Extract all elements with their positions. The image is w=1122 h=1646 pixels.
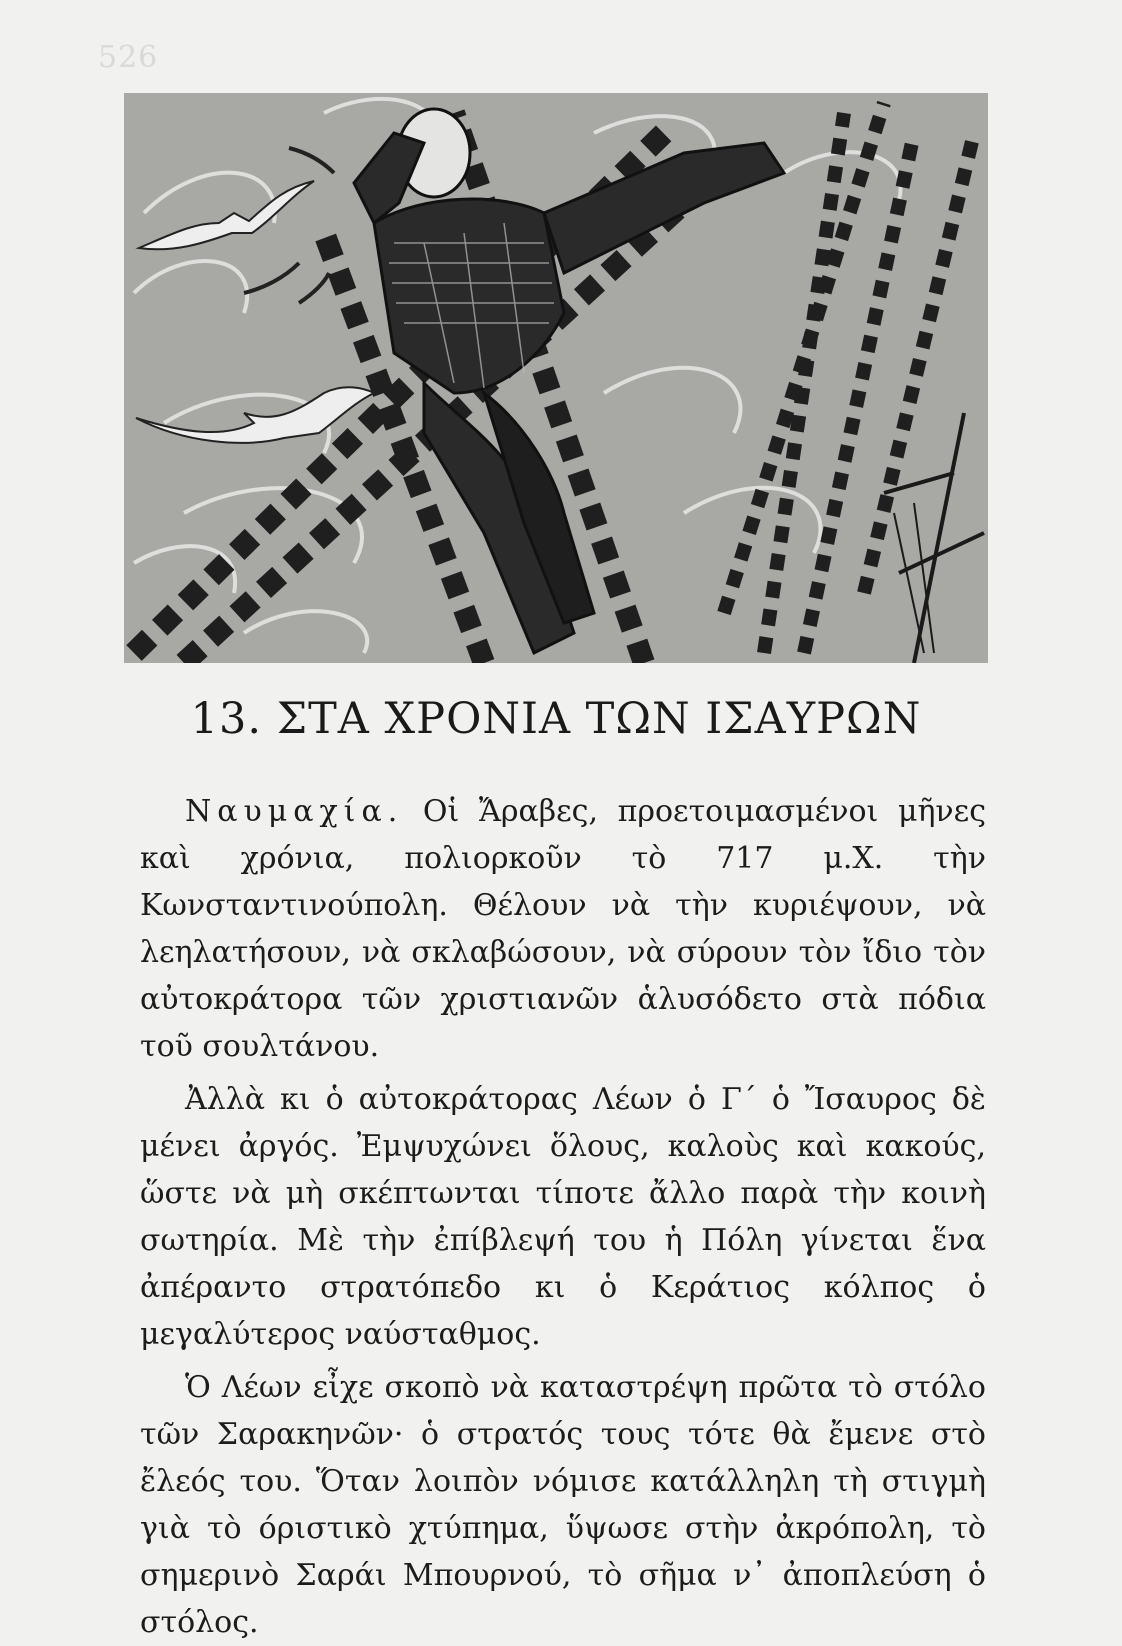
body-text: [140, 788, 986, 1646]
paragraph-1: [140, 788, 986, 1070]
paragraph-lead-word: Ναυμαχία.: [185, 794, 404, 829]
sailor-rigging-icon: [124, 93, 988, 663]
bleed-through-page-number: 526: [98, 40, 159, 75]
paragraph-3: Ὁ Λέων εἶχε σκοπὸ νὰ καταστρέψη πρῶτα τὸ στόλο τῶν Σαρακηνῶν· ὁ στρατός τους τότε θὰ ἔμενε στὸ ἔλεός του. Ὅταν λοιπὸν νόμισε κατάλληλη τὴ στιγμὴ γιὰ τὸ όριστικὸ χτύπημα, ὕψωσε στὴν ἀκρόπολη, τὸ σημερινὸ Σαράι Μπουρνού, τὸ σῆμα ν᾽ ἀποπλεύση ὁ στόλος.: [140, 1370, 986, 1640]
chapter-title: 13. ΣΤΑ ΧΡΟΝΙΑ ΤΩΝ ΙΣΑΥΡΩΝ: [190, 694, 922, 744]
paragraph-text: Οἱ Ἄραβες, προετοιμασμένοι μῆνες καὶ χρόνια, πολιορκοῦν τὸ 717 μ.Χ. τὴν Κωνσταντινούπολη. Θέλουν νὰ τὴν κυριέψουν, νὰ λεηλατήσουν, νὰ σκλαβώσουν, νὰ σύρουν τὸν ἴδιο τὸν αὐτοκράτορα τῶν χριστιανῶν ἁλυσόδετο στὰ πόδια τοῦ σουλτάνου.: [140, 794, 986, 1064]
sailor-illustration: [124, 93, 988, 663]
paragraph-2: Ἀλλὰ κι ὁ αὐτοκράτορας Λέων ὁ Γ΄ ὁ Ἴσαυρος δὲ μένει ἀργός. Ἐμψυχώνει ὅλους, καλοὺς καὶ κακούς, ὥστε νὰ μὴ σκέπτωνται τίποτε ἄλλο παρὰ τὴν κοινὴ σωτηρία. Μὲ τὴν ἐπίβλεψή του ἡ Πόλη γίνεται ἕνα ἀπέραντο στρατόπεδο κι ὁ Κεράτιος κόλπος ὁ μεγαλύτερος ναύσταθμος.: [140, 1082, 986, 1352]
